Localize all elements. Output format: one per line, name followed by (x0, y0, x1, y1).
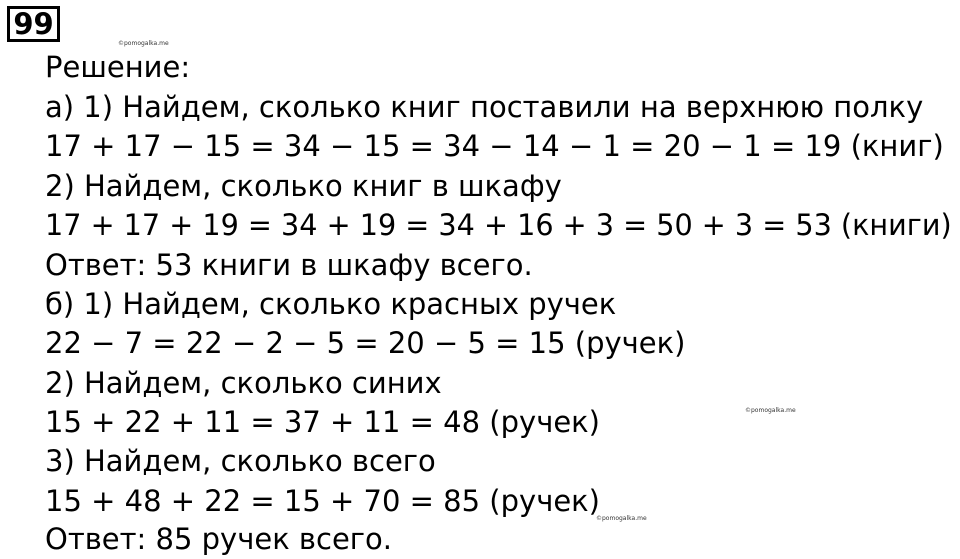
watermark-text: ©pomogalka.me (596, 515, 647, 522)
watermark-text: ©pomogalka.me (118, 40, 169, 47)
watermark-text: ©pomogalka.me (745, 407, 796, 414)
step-b2-equation: 15 + 22 + 11 = 37 + 11 = 48 (ручек) (45, 405, 600, 439)
solution-heading: Решение: (45, 50, 191, 84)
answer-a: Ответ: 53 книги в шкафу всего. (45, 248, 533, 282)
step-b2-text: 2) Найдем, сколько синих (45, 366, 442, 400)
task-number-badge: 99 (7, 6, 60, 42)
step-b3-equation: 15 + 48 + 22 = 15 + 70 = 85 (ручек) (45, 484, 600, 518)
step-a2-equation: 17 + 17 + 19 = 34 + 19 = 34 + 16 + 3 = 50 + 3 = 53 (книги) (45, 208, 952, 242)
step-b3-text: 3) Найдем, сколько всего (45, 444, 436, 478)
step-b1-equation: 22 − 7 = 22 − 2 − 5 = 20 − 5 = 15 (ручек) (45, 326, 686, 360)
step-a2-text: 2) Найдем, сколько книг в шкафу (45, 169, 562, 203)
step-b1-text: б) 1) Найдем, сколько красных ручек (45, 287, 617, 321)
answer-b: Ответ: 85 ручек всего. (45, 522, 393, 556)
step-a1-text: а) 1) Найдем, сколько книг поставили на верхнюю полку (45, 90, 924, 124)
step-a1-equation: 17 + 17 − 15 = 34 − 15 = 34 − 14 − 1 = 20 − 1 = 19 (книг) (45, 129, 944, 163)
